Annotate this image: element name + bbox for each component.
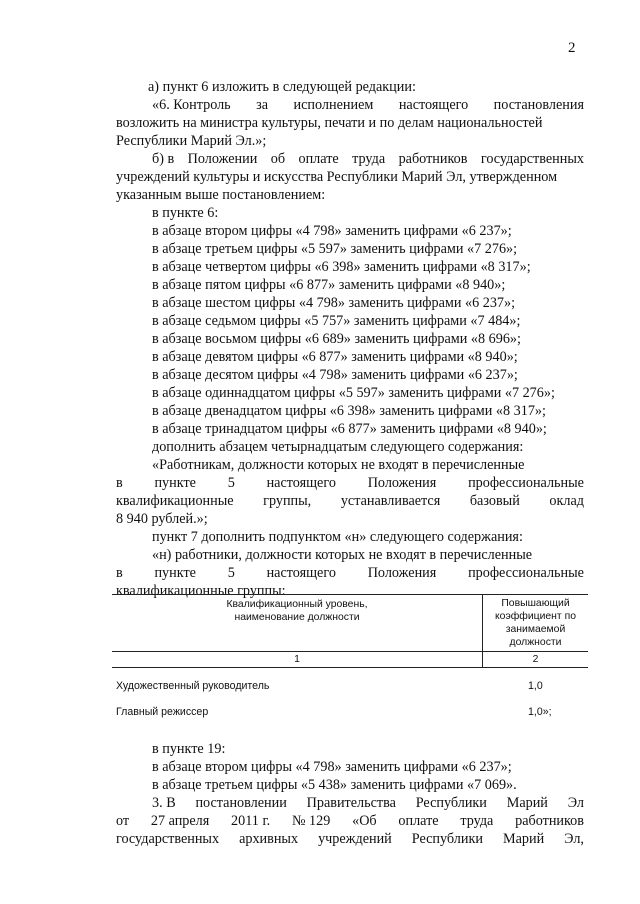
table-rule-top (112, 594, 588, 595)
item-b-line-2: учреждений культуры и искусства Республики Марий Эл, утвержденном (116, 169, 558, 185)
point-7-add: пункт 7 дополнить подпунктом «н» следующего содержания: (152, 529, 523, 545)
table-rule-bottom (112, 667, 588, 668)
table-col1-number: 1 (294, 654, 300, 665)
item-b-line-1: б) в Положении об оплате труда работников государственных (152, 151, 584, 167)
table-rule-mid (112, 651, 588, 652)
table-row-value: 1,0 (528, 680, 543, 692)
quote-14-line-3: квалификационные группы, устанавливается базовый оклад (116, 493, 584, 509)
point-6-line: в абзаце восьмом цифры «6 689» заменить цифрами «8 696»; (152, 331, 521, 347)
table-header-col2: Повышающий коэффициент по занимаемой должности (495, 598, 576, 648)
page-number: 2 (568, 40, 576, 56)
quote-14-line-4: 8 940 рублей.»; (116, 511, 208, 527)
point-6-line: в абзаце пятом цифры «6 877» заменить цифрами «8 940»; (152, 277, 506, 293)
item-a-text-line-2: возложить на министра культуры, печати и по делам национальностей (116, 115, 543, 131)
point-19-line-2: в абзаце третьем цифры «5 438» заменить цифрами «7 069». (152, 777, 517, 793)
point-6-line: в абзаце девятом цифры «6 877» заменить цифрами «8 940»; (152, 349, 518, 365)
quote-14-line-1: «Работникам, должности которых не входят в перечисленные (152, 457, 525, 473)
table-header-col1: Квалификационный уровень, наименование должности (226, 599, 368, 623)
subpoint-n-line-1: «н) работники, должности которых не входят в перечисленные (152, 547, 533, 563)
table-col2-number: 2 (532, 654, 539, 665)
item-3-line-3: государственных архивных учреждений Республики Марий Эл, (116, 831, 584, 847)
table-row-name: Главный режиссер (116, 706, 209, 718)
add-paragraph-14: дополнить абзацем четырнадцатым следующего содержания: (152, 439, 524, 455)
item-a-intro: а) пункт 6 изложить в следующей редакции: (148, 79, 416, 95)
point-6-line: в абзаце четвертом цифры «6 398» заменить цифрами «8 317»; (152, 259, 531, 275)
item-a-text-line-1: «6. Контроль за исполнением настоящего постановления (152, 97, 584, 113)
point-6-line: в абзаце тринадцатом цифры «6 877» заменить цифрами «8 940»; (152, 421, 547, 437)
quote-14-line-2: в пункте 5 настоящего Положения профессиональные (116, 475, 584, 491)
point-6-line: в абзаце третьем цифры «5 597» заменить цифрами «7 276»; (152, 241, 518, 257)
point-19-title: в пункте 19: (152, 741, 226, 757)
subpoint-n-line-3: квалификационные группы: (116, 583, 286, 599)
coefficient-table (112, 594, 588, 724)
item-3-line-1: 3. В постановлении Правительства Республики Марий Эл (152, 795, 584, 811)
item-3-line-2: от 27 апреля 2011 г. № 129 «Об оплате труда работников (116, 813, 584, 829)
subpoint-n-line-2: в пункте 5 настоящего Положения профессиональные (116, 565, 584, 581)
item-a-text-line-3: Республики Марий Эл.»; (116, 133, 267, 149)
point-6-title: в пункте 6: (152, 205, 219, 221)
point-19-line-1: в абзаце втором цифры «4 798» заменить цифрами «6 237»; (152, 759, 512, 775)
point-6-line: в абзаце двенадцатом цифры «6 398» заменить цифрами «8 317»; (152, 403, 546, 419)
item-b-line-3: указанным выше постановлением: (116, 187, 326, 203)
table-row-value: 1,0»; (528, 706, 552, 718)
point-6-line: в абзаце одиннадцатом цифры «5 597» заменить цифрами «7 276»; (152, 385, 555, 401)
point-6-line: в абзаце шестом цифры «4 798» заменить цифрами «6 237»; (152, 295, 516, 311)
point-6-line: в абзаце втором цифры «4 798» заменить цифрами «6 237»; (152, 223, 512, 239)
point-6-line: в абзаце седьмом цифры «5 757» заменить цифрами «7 484»; (152, 313, 521, 329)
table-row-name: Художественный руководитель (116, 680, 270, 692)
point-6-line: в абзаце десятом цифры «4 798» заменить цифрами «6 237»; (152, 367, 518, 383)
